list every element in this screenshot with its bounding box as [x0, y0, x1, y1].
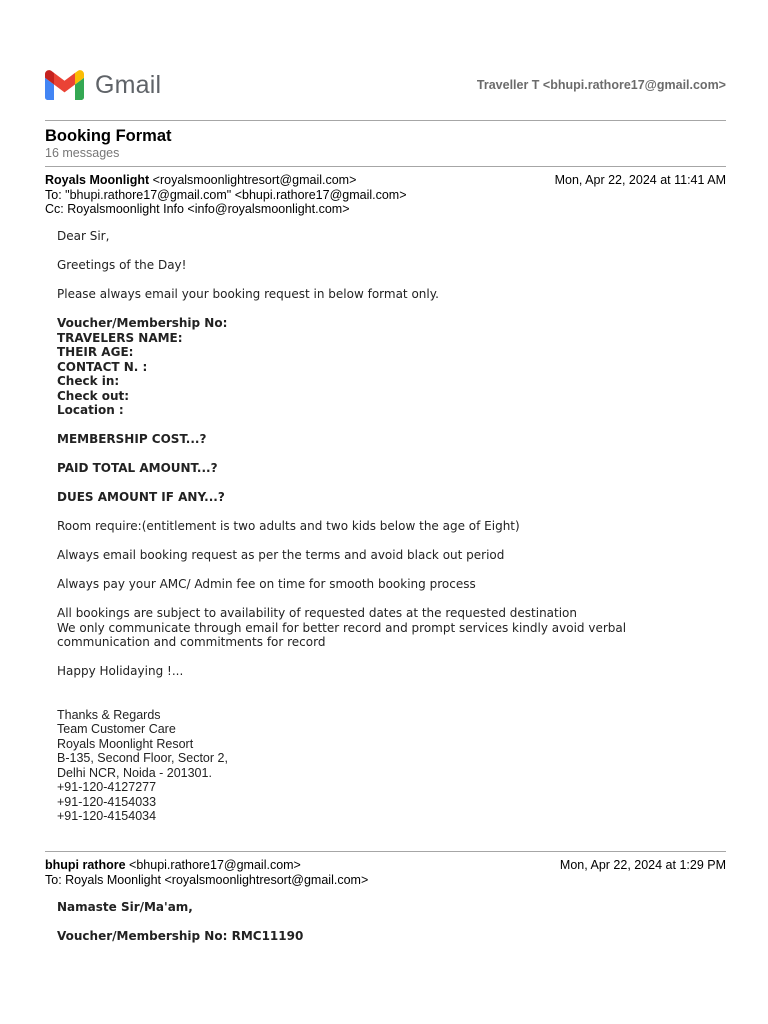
signature-line: Team Customer Care: [57, 722, 176, 736]
message-2-body: [57, 900, 707, 944]
paid-total-amount: PAID TOTAL AMOUNT...?: [57, 461, 218, 475]
sender-name: Royals Moonlight: [45, 173, 150, 187]
message-1-body: [57, 229, 707, 824]
field-location: Location :: [57, 403, 124, 417]
field-contact: CONTACT N. :: [57, 359, 148, 374]
greeting: Namaste Sir/Ma'am,: [57, 900, 193, 914]
gmail-wordmark: Gmail: [95, 70, 162, 99]
signature-line: Thanks & Regards: [57, 707, 161, 722]
field-check-out: Check out:: [57, 388, 130, 403]
signature-line: B-135, Second Floor, Sector 2,: [57, 751, 228, 765]
signature-block: [57, 708, 707, 824]
field-their-age: THEIR AGE:: [57, 345, 134, 359]
account-identity: Traveller T <bhupi.rathore17@gmail.com>: [476, 78, 726, 92]
field-travelers-name: TRAVELERS NAME:: [57, 330, 183, 345]
message-divider: [45, 851, 726, 852]
amc-note: Always pay your AMC/ Admin fee on time for smooth booking process: [57, 577, 476, 591]
gmail-logo: [45, 68, 175, 102]
membership-cost: MEMBERSHIP COST...?: [57, 432, 207, 446]
message-date: Mon, Apr 22, 2024 at 11:41 AM: [554, 173, 726, 187]
cc-line: Cc: Royalsmoonlight Info <info@royalsmoonlight.com>: [45, 202, 350, 216]
thread-subject: Booking Format: [45, 127, 172, 145]
happy-holidaying: Happy Holidaying !...: [57, 664, 184, 678]
gmail-m-icon: [45, 70, 84, 100]
header-divider: [45, 120, 726, 121]
message-date: Mon, Apr 22, 2024 at 1:29 PM: [559, 858, 726, 872]
signature-phone: +91-120-4127277: [57, 780, 157, 794]
print-header: [45, 68, 726, 102]
greeting: Dear Sir,: [57, 229, 110, 243]
signature-phone: +91-120-4154033: [57, 794, 157, 809]
message-2-header: [45, 858, 726, 887]
terms-note: Always email booking request as per the terms and avoid black out period: [57, 548, 505, 562]
sender-email: <royalsmoonlightresort@gmail.com>: [152, 173, 357, 187]
dues-amount: DUES AMOUNT IF ANY...?: [57, 490, 225, 504]
message-1-header: [45, 173, 726, 217]
sender-name: bhupi rathore: [45, 858, 126, 872]
availability-note: All bookings are subject to availability of requested dates at the requested destination: [57, 606, 578, 620]
communication-note: We only communicate through email for better record and prompt services kindly avoid verbal communication and commitments for record: [57, 620, 627, 649]
signature-line: Delhi NCR, Noida - 201301.: [57, 765, 212, 780]
field-voucher: Voucher/Membership No:: [57, 316, 228, 330]
to-line: To: "bhupi.rathore17@gmail.com" <bhupi.rathore17@gmail.com>: [45, 187, 407, 202]
sender-email: <bhupi.rathore17@gmail.com>: [129, 858, 301, 872]
format-instruction: Please always email your booking request in below format only.: [57, 287, 439, 301]
to-line: To: Royals Moonlight <royalsmoonlightresort@gmail.com>: [45, 872, 369, 887]
field-check-in: Check in:: [57, 374, 120, 388]
thread-message-count: 16 messages: [45, 146, 120, 160]
signature-phone: +91-120-4154034: [57, 809, 157, 823]
greetings-of-day: Greetings of the Day!: [57, 258, 187, 272]
room-require: Room require:(entitlement is two adults and two kids below the age of Eight): [57, 519, 520, 533]
signature-line: Royals Moonlight Resort: [57, 736, 194, 751]
thread-divider: [45, 166, 726, 167]
voucher-number: Voucher/Membership No: RMC11190: [57, 929, 304, 943]
